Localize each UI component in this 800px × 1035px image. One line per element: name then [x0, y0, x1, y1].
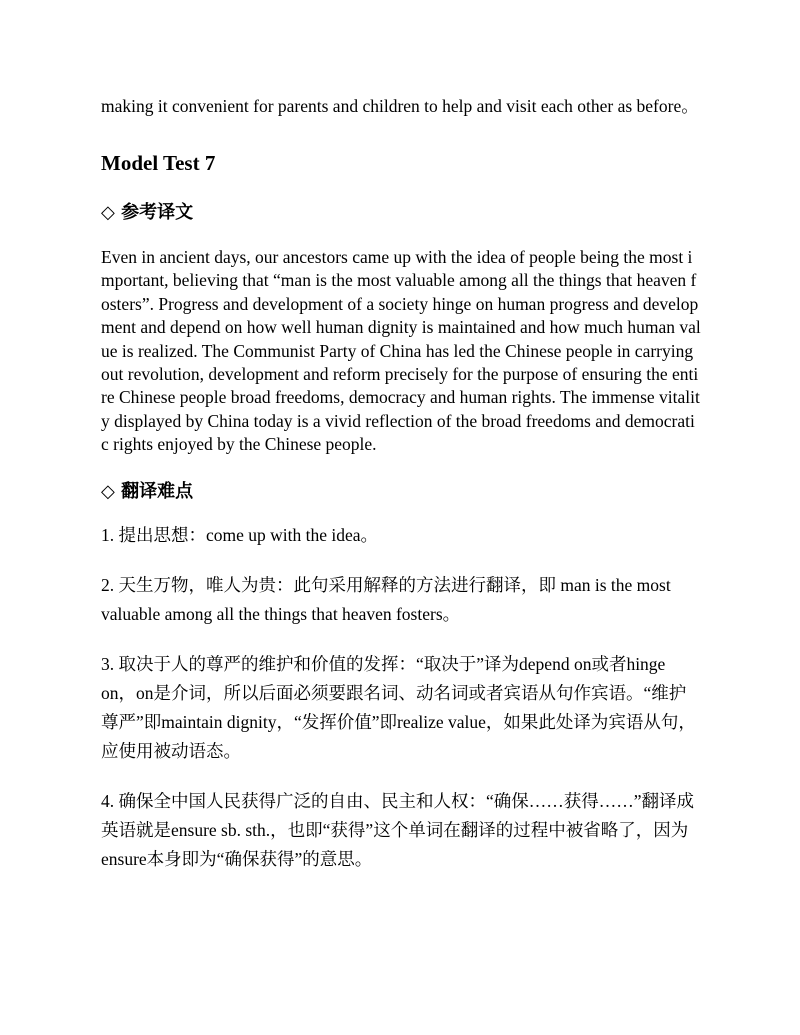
- note-item-4: 4. 确保全中国人民获得广泛的自由、民主和人权：“确保……获得……”翻译成英语就是ensure sb. sth.，也即“获得”这个单词在翻译的过程中被省略了，因为ensure本身即为“确保获得”的意思。: [101, 790, 695, 869]
- notes-section-title: ◇ 翻译难点: [101, 480, 194, 502]
- intro-paragraph: making it convenient for parents and children to help and visit each other as before。: [101, 96, 699, 116]
- document-page: [101, 93, 701, 874]
- page-title: Model Test 7: [101, 151, 216, 175]
- note-item-3: 3. 取决于人的尊严的维护和价值的发挥：“取决于”译为depend on或者hinge on，on是介词，所以后面必须要跟名词、动名词或者宾语从句作宾语。“维护尊严”即maintain dignity，“发挥价值”即realize value，如果此处译为宾语从句，应使用被动语态。: [101, 653, 696, 761]
- translation-section-title: ◇ 参考译文: [101, 202, 194, 223]
- note-item-2: 2. 天生万物，唯人为贵：此句采用解释的方法进行翻译，即 man is the most valuable among all the things that heaven fosters。: [101, 574, 671, 624]
- note-item-1: 1. 提出思想：come up with the idea。: [101, 524, 379, 545]
- reference-translation-paragraph: Even in ancient days, our ancestors came up with the idea of people being the most important, believing that “man is the most valuable among all the things that heaven fosters”. Progress and development of a society hinge on human progress and development and depend on how well human dignity is maintained and how much human value is realized. The Communist Party of China has led the Chinese people in carrying out revolution, development and reform precisely for the purpose of ensuring the entire Chinese people broad freedoms, democracy and human rights. The immense vitality displayed by China today is a vivid reflection of the broad freedoms and democratic rights enjoyed by the Chinese people.: [101, 247, 701, 455]
